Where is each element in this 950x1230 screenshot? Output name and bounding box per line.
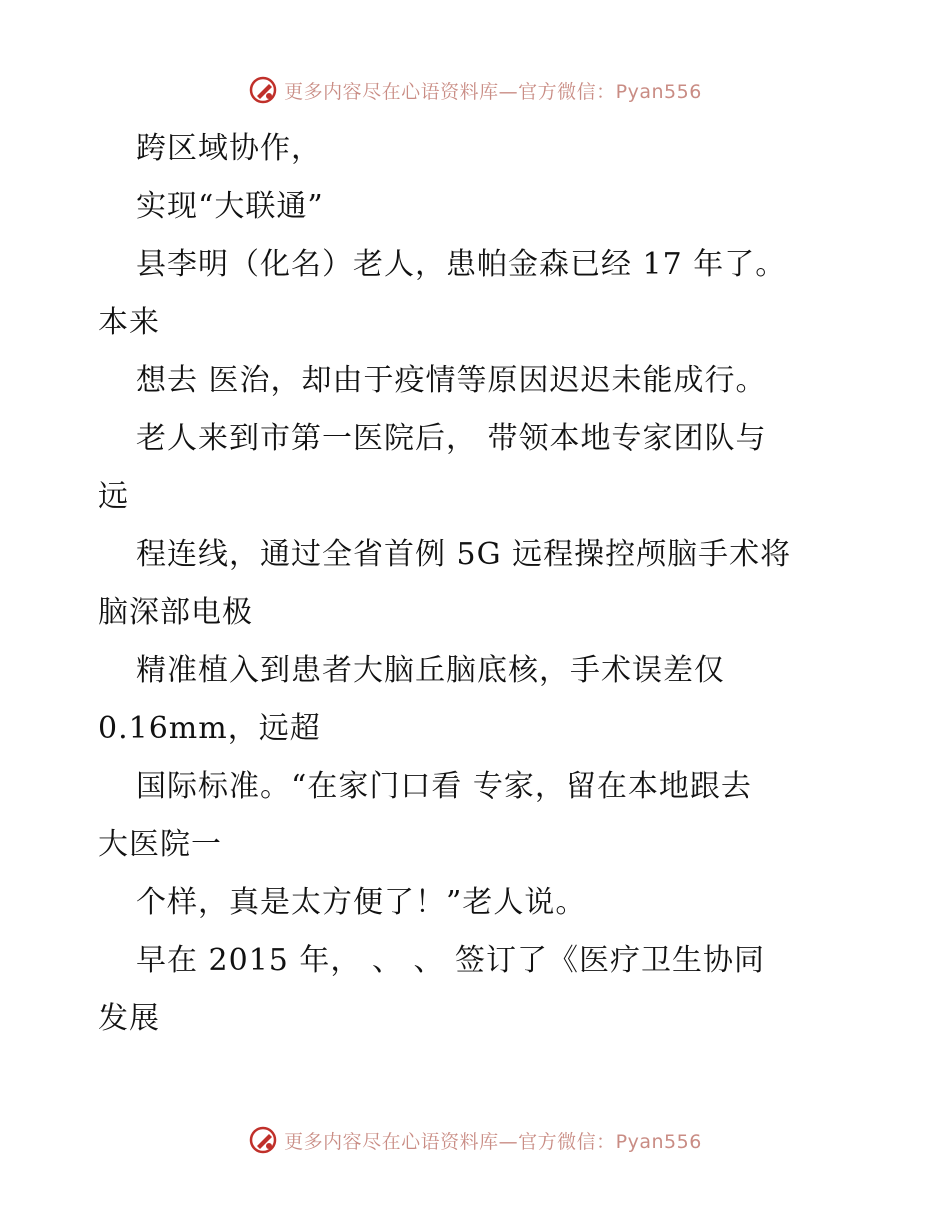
logo-icon (248, 1125, 278, 1155)
text-line: 程连线，通过全省首例 5G 远程操控颅脑手术将 (136, 537, 792, 572)
text-line: 个样，真是太方便了！”老人说。 (136, 885, 587, 920)
text-line: 0.16mm，远超 (98, 711, 321, 746)
footer-watermark (0, 1120, 950, 1160)
text-line: 国际标准。“在家门口看 专家，留在本地跟去 (136, 769, 752, 804)
text-line: 县李明（化名）老人，患帕金森已经 17 年了。 (136, 247, 787, 282)
text-line: 跨区域协作， (136, 131, 322, 166)
header-watermark-text: 更多内容尽在心语资料库—官方微信：Pyan556 (284, 80, 702, 103)
text-line: 精准植入到患者大脑丘脑底核，手术误差仅 (136, 653, 725, 688)
logo-icon (248, 75, 278, 105)
text-line: 实现“大联通” (136, 189, 324, 224)
document-body (98, 120, 868, 1048)
text-line: 发展 (98, 1001, 160, 1036)
text-line: 想去 医治，却由于疫情等原因迟迟未能成行。 (136, 363, 767, 398)
text-line: 远 (98, 479, 129, 514)
text-line: 早在 2015 年， 、 、 签订了《医疗卫生协同 (136, 943, 766, 978)
text-line: 老人来到市第一医院后， 带领本地专家团队与 (136, 421, 767, 456)
text-line: 本来 (98, 305, 160, 340)
text-line: 脑深部电极 (98, 595, 253, 630)
header-watermark (0, 70, 950, 110)
text-line: 大医院一 (98, 827, 222, 862)
footer-watermark-text: 更多内容尽在心语资料库—官方微信：Pyan556 (284, 1130, 702, 1153)
